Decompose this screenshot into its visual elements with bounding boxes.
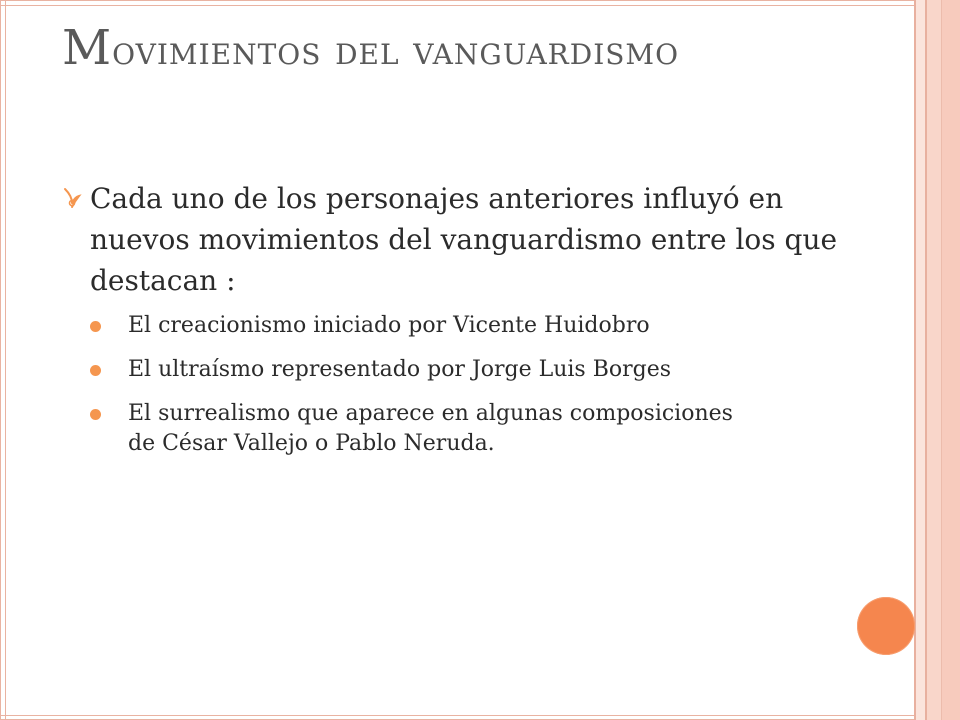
orange-dot-icon xyxy=(90,321,101,332)
sub-bullet-text: El surrealismo que aparece en algunas composiciones de César Vallejo o Pablo Neruda. xyxy=(128,401,733,456)
sub-bullet-item xyxy=(90,311,748,341)
sub-bullet-text: El ultraísmo representado por Jorge Luis Borges xyxy=(128,357,672,382)
sub-bullet-text: El creacionismo iniciado por Vicente Huidobro xyxy=(128,313,650,338)
slide-title xyxy=(62,18,862,81)
slide-frame-bottom xyxy=(0,715,920,720)
slide-title-initial: M xyxy=(62,20,113,76)
sub-bullet-item xyxy=(90,399,748,459)
sub-bullet-item xyxy=(90,355,748,385)
orange-dot-icon xyxy=(90,365,101,376)
sub-bullet-list xyxy=(90,311,842,459)
slide-frame-top xyxy=(0,0,920,6)
bullet-list xyxy=(62,178,842,473)
main-bullet-item xyxy=(62,178,842,459)
slide-frame-left xyxy=(0,0,6,720)
orange-dot-icon xyxy=(90,409,101,420)
slide-title-rest: ovimientos del vanguardismo xyxy=(112,28,680,74)
orange-outline-bullet-icon xyxy=(62,187,82,209)
decorative-side-stripes xyxy=(914,0,960,720)
orange-circle-decoration xyxy=(857,597,915,655)
main-bullet-text: Cada uno de los personajes anteriores influyó en nuevos movimientos del vanguardismo entre los que destacan : xyxy=(90,182,838,297)
